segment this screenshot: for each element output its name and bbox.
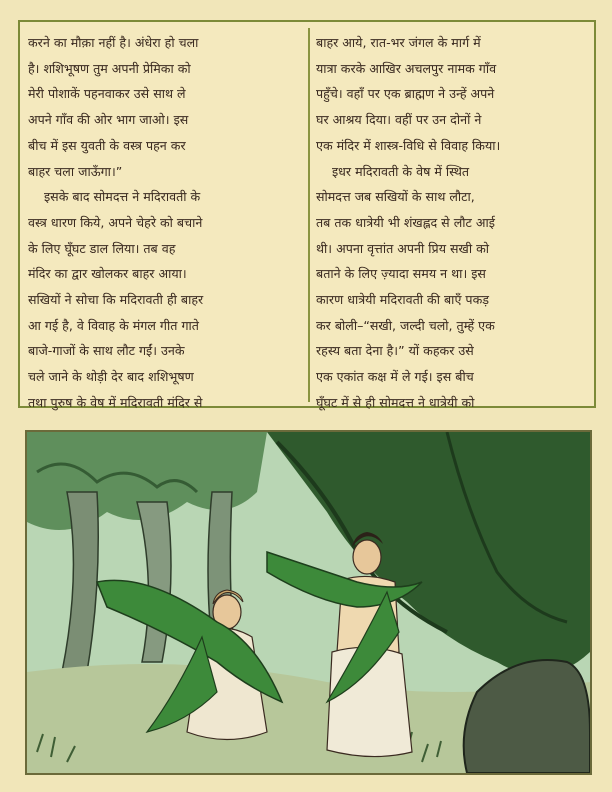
text-line: थी। अपना वृत्तांत अपनी प्रिय सखी को: [316, 240, 490, 256]
text-line: कर बोली–“सखी, जल्दी चलो, तुम्हें एक: [316, 317, 495, 333]
text-line: इसके बाद सोमदत्त ने मदिरावती के: [44, 189, 201, 205]
text-line: बताने के लिए ज़्यादा समय न था। इस: [316, 266, 486, 282]
forest-escape-illustration: [27, 432, 590, 773]
text-line: बाहर आये, रात-भर जंगल के मार्ग में: [316, 35, 481, 50]
right-text-column: [316, 30, 592, 416]
text-line: बीच में इस युवती के वस्त्र पहन कर: [28, 137, 186, 153]
text-line: के लिए घूँघट डाल लिया। तब वह: [28, 240, 176, 256]
text-line: बाजे-गाजों के साथ लौट गईं। उनके: [28, 343, 185, 359]
text-line: वस्त्र धारण किये, अपने चेहरे को बचाने: [28, 214, 203, 230]
text-line: मंदिर का द्वार खोलकर बाहर आया।: [28, 266, 187, 282]
story-text-panel: [18, 20, 596, 408]
story-illustration: [25, 430, 592, 775]
text-line: सखियों ने सोचा कि मदिरावती ही बाहर: [28, 292, 204, 308]
text-line: एक मंदिर में शास्त्र-विधि से विवाह किया।: [316, 137, 501, 153]
text-line: करने का मौक़ा नहीं है। अंधेरा हो चला: [28, 35, 199, 50]
text-line: आ गई है, वे विवाह के मंगल गीत गाते: [28, 317, 199, 333]
column-divider: [308, 28, 310, 402]
text-line: पहुँचे। वहाँ पर एक ब्राह्मण ने उन्हें अपने: [316, 86, 495, 102]
text-line: तथा पुरुष के वेष में मदिरावती मंदिर से: [28, 394, 203, 410]
text-line: मेरी पोशाकें पहनवाकर उसे साथ ले: [28, 86, 186, 102]
left-text-column: [28, 30, 304, 416]
text-line: घूँघट में से ही सोमदत्त ने धात्रेयी को: [316, 394, 475, 410]
text-line: कारण धात्रेयी मदिरावती की बाएँ पकड़: [316, 292, 489, 308]
text-line: अपने गाँव की ओर भाग जाओ। इस: [28, 112, 189, 128]
man-face: [353, 540, 381, 574]
text-line: है। शशिभूषण तुम अपनी प्रेमिका को: [28, 60, 191, 76]
text-line: यात्रा करके आखिर अचलपुर नामक गाँव: [316, 60, 497, 76]
text-line: घर आश्रय दिया। वहीं पर उन दोनों ने: [316, 112, 482, 128]
text-line: रहस्य बता देना है।” यों कहकर उसे: [316, 343, 474, 359]
text-line: बाहर चला जाऊँगा।”: [28, 163, 123, 179]
text-line: इधर मदिरावती के वेष में स्थित: [332, 163, 470, 179]
text-line: एक एकांत कक्ष में ले गई। इस बीच: [316, 369, 474, 385]
text-line: तब तक धात्रेयी भी शंखह्लद से लौट आई: [316, 214, 495, 230]
page-margin-bottom: [0, 777, 612, 792]
text-line: चले जाने के थोड़ी देर बाद शशिभूषण: [28, 369, 194, 385]
text-line: सोमदत्त जब सखियों के साथ लौटा,: [316, 189, 475, 205]
